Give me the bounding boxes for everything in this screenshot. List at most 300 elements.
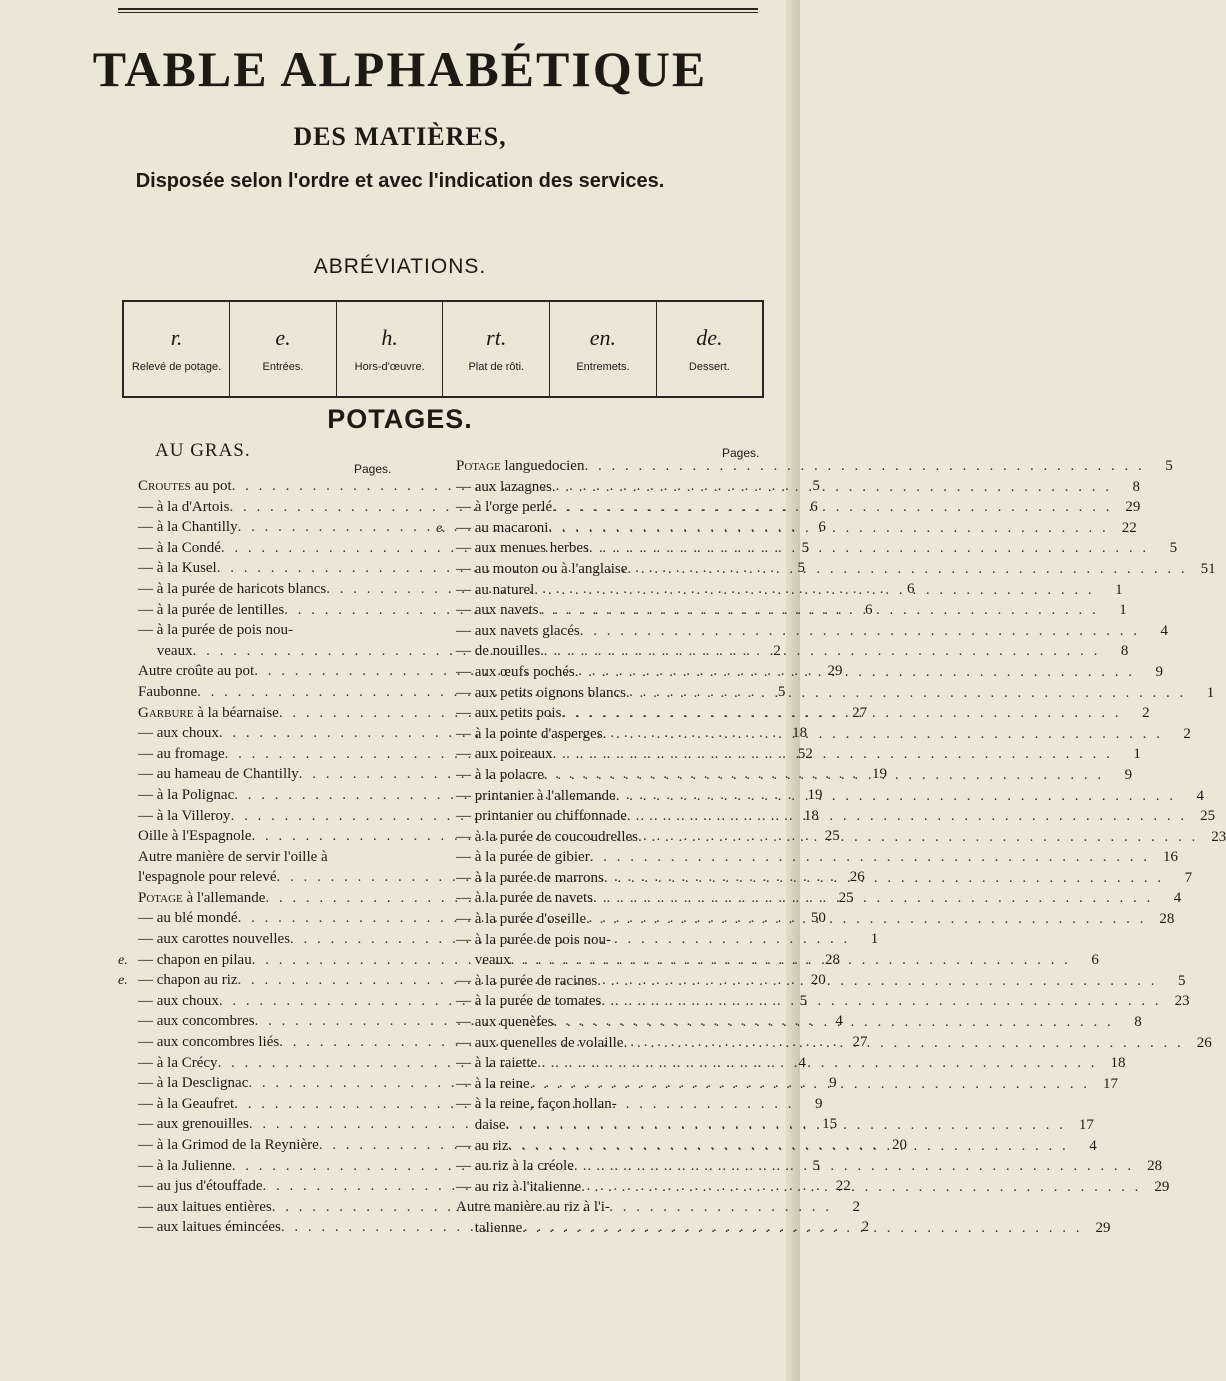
entry-text (456, 643, 540, 660)
entry-service-abbreviation: e. (118, 973, 128, 989)
entry-page-number: 19 (872, 766, 888, 783)
entry-label: — à la polacre (456, 766, 544, 783)
entry-label: — aux poireaux (456, 746, 553, 763)
entry-text (456, 705, 561, 722)
leader-dots (593, 890, 1153, 907)
entry-label: Autre croûte au pot (138, 663, 255, 680)
index-entry (436, 519, 1137, 541)
entry-label: — printanier ou chiffonnade (456, 808, 627, 825)
entry-label: — à la purée de marrons (456, 869, 604, 886)
entry-page-number: 28 (1147, 1158, 1163, 1175)
entry-text (138, 869, 276, 886)
entry-service-abbreviation: e. (118, 952, 128, 968)
entry-page-number: 5 (812, 1157, 820, 1174)
entry-label: — à l'orge perlé (456, 499, 553, 516)
abbreviation-cell (336, 301, 443, 397)
entry-text (138, 1055, 218, 1072)
entry-text (456, 1138, 508, 1155)
leader-dots (586, 911, 1146, 928)
entry-text (456, 829, 638, 846)
entry-label: — à la pointe d'asperges (456, 725, 603, 742)
entry-text (138, 705, 279, 722)
entry-text (456, 1076, 530, 1093)
entry-page-number: 5 (1165, 458, 1173, 474)
entry-label: — aux grenouilles (138, 1116, 249, 1133)
entry-page-number: 5 (777, 683, 786, 700)
entry-label: languedocien (504, 458, 585, 474)
entry-text (456, 1096, 617, 1113)
page-tagline: Disposée selon l'ordre et avec l'indication des services. (135, 170, 665, 192)
entry-label: Autre manière de servir l'oille à (138, 848, 328, 865)
entry-text (138, 519, 238, 536)
entry-label: — à la Crécy (138, 1054, 218, 1071)
entry-page-number: 29 (1154, 1178, 1170, 1195)
entry-label: — aux laitues entières (138, 1198, 272, 1215)
entry-text (456, 808, 627, 825)
entry-page-number: 15 (822, 1116, 838, 1133)
entry-page-number: 2 (861, 1219, 870, 1236)
leader-dots (590, 849, 1150, 866)
leader-dots (584, 458, 1144, 475)
entry-page-number: 9 (1124, 766, 1133, 783)
entry-page-number: 1 (1115, 581, 1123, 598)
entry-text (456, 499, 552, 516)
leader-dots (548, 520, 1108, 537)
entry-page-number: 5 (801, 539, 810, 556)
entry-text (138, 993, 219, 1010)
entry-page-number: 5 (812, 478, 820, 494)
entry-label: veaux (138, 642, 193, 659)
entry-page-number: 7 (1184, 869, 1193, 886)
entry-label: — à la Julienne (138, 1157, 232, 1174)
abbreviation-code: e. (275, 325, 291, 350)
entry-text (456, 849, 590, 866)
pages-column-label-left: Pages. (354, 462, 392, 476)
entry-text (456, 993, 601, 1010)
entry-text (456, 479, 552, 496)
leader-dots (616, 788, 1176, 805)
entry-page-number: 2 (1142, 705, 1150, 722)
entry-page-number: 23 (1174, 993, 1190, 1010)
entry-text (138, 1116, 249, 1133)
entry-page-number: 1 (1206, 684, 1215, 701)
entry-page-number: 20 (892, 1137, 908, 1153)
top-rule (118, 8, 758, 13)
entry-text (456, 1014, 553, 1031)
leader-dots (540, 643, 1100, 660)
entry-text (456, 870, 604, 887)
entry-page-number: 26 (849, 869, 865, 886)
entry-text (456, 540, 589, 557)
entry-text (456, 458, 584, 475)
entry-page-number: 8 (1134, 1014, 1142, 1031)
entry-label: — printanier à l'allemande (456, 787, 616, 804)
entry-page-number: 4 (1160, 622, 1168, 639)
entry-page-number: 6 (1091, 952, 1099, 969)
entry-label: — aux carottes nouvelles (138, 931, 291, 948)
index-entry (436, 540, 1178, 561)
index-entry (436, 499, 1141, 520)
entry-label: Faubonne (138, 683, 198, 700)
page-subtitle: DES MATIÈRES, (293, 122, 507, 151)
entry-label: — aux concombres (138, 1013, 255, 1030)
entry-label: — à la Desclignac (138, 1075, 249, 1092)
section-title: POTAGES. (327, 404, 473, 434)
entry-page-number: 28 (1159, 911, 1175, 928)
entry-page-number: 4 (835, 1013, 843, 1030)
entry-text (456, 1117, 506, 1134)
entry-page-number: 9 (1155, 663, 1163, 680)
entry-text (456, 1055, 537, 1072)
entry-label: — aux petits pois (456, 705, 562, 722)
entry-label: Autre manière au riz à l'i- (456, 1199, 610, 1216)
index-entry (436, 993, 1190, 1014)
leader-dots (552, 499, 1112, 516)
entry-page-number: 6 (864, 601, 873, 618)
leader-dots (511, 952, 1071, 969)
entry-page-number: 6 (810, 498, 818, 515)
entry-page-number: 9 (814, 1095, 823, 1112)
entry-text (138, 766, 299, 783)
entry-page-number: 18 (803, 807, 819, 824)
leader-dots (553, 746, 1113, 763)
entry-text (138, 952, 252, 969)
entry-label: — aux concombres liés (138, 1034, 280, 1051)
entry-label: — à la Polignac (138, 786, 235, 803)
entry-label: — à la d'Artois (138, 498, 230, 515)
entry-text (456, 726, 603, 743)
entry-page-number: 5 (1169, 540, 1178, 557)
entry-page-number: 25 (838, 889, 854, 906)
entry-page-number: 25 (1200, 808, 1216, 825)
pages-column-label-right: Pages. (722, 446, 760, 460)
entry-page-number: 6 (818, 519, 826, 536)
entry-label: — aux navets (456, 602, 539, 619)
entry-headword: Potage (138, 889, 183, 906)
leader-dots (638, 829, 1198, 846)
entry-label: à l'allemande (186, 889, 266, 906)
entry-text (456, 911, 586, 928)
index-entry (436, 622, 1168, 644)
entry-label: — à la Kusel (138, 560, 217, 577)
entry-label: — aux choux (138, 992, 219, 1009)
leader-dots (537, 1055, 1097, 1072)
entry-label: — chapon en pilau (138, 951, 252, 968)
index-entry (118, 849, 390, 870)
entry-label: Oille à l'Espagnole (138, 828, 252, 845)
entry-page-number: 4 (1173, 890, 1182, 907)
entry-text (138, 663, 254, 680)
entry-label: — à la raiette (456, 1055, 538, 1072)
entry-page-number: 2 (852, 1198, 860, 1215)
entry-text (138, 622, 293, 639)
entry-label: — aux lazagnes (456, 478, 552, 495)
abbreviations-table (122, 300, 764, 398)
entry-page-number: 17 (1102, 1075, 1118, 1092)
entry-text (138, 1178, 262, 1195)
entry-text (456, 788, 616, 805)
entry-text (138, 931, 290, 948)
entry-label: — chapon au riz (138, 972, 238, 989)
abbreviation-cell (443, 301, 550, 397)
entry-text (456, 1179, 581, 1196)
leader-dots (627, 808, 1187, 825)
abbreviation-name: Entrées. (262, 361, 304, 373)
entry-label: — au fromage (138, 745, 225, 762)
leader-dots (603, 726, 1163, 743)
entry-label: — au blé mondé (138, 910, 238, 927)
entry-text (138, 1075, 248, 1092)
abbreviation-cell (123, 301, 230, 397)
index-entry (436, 932, 762, 953)
entry-page-number: 51 (1200, 560, 1216, 577)
index-entry (436, 1199, 762, 1220)
entry-label: — à la purée de coucoudrelles (456, 828, 638, 845)
entry-page-number: 25 (824, 828, 840, 845)
abbreviation-cell (550, 301, 657, 397)
entry-page-number: 5 (1177, 972, 1186, 989)
entry-text (138, 1096, 234, 1113)
entry-text (138, 746, 225, 763)
entry-text (456, 1199, 610, 1216)
entry-page-number: 17 (1078, 1117, 1094, 1133)
leader-dots (544, 767, 1104, 784)
entry-label: — au mouton ou à l'anglaise (456, 560, 628, 577)
abbreviation-cell (656, 301, 763, 397)
abbreviation-name: Entremets. (576, 361, 630, 373)
entry-label: — à la purée d'oseille (456, 911, 587, 928)
entry-label: — à la purée de haricots blancs (138, 580, 327, 597)
leader-dots (581, 1179, 1141, 1196)
entry-text (456, 623, 580, 640)
index-entry (436, 849, 1178, 870)
entry-label: — à la purée de lentilles (138, 601, 285, 618)
abbreviation-code: en. (589, 325, 617, 350)
abbreviation-cell (230, 301, 337, 397)
abbreviation-name: Relevé de potage. (131, 361, 222, 373)
leader-dots (589, 540, 1149, 557)
entry-page-number: 19 (807, 786, 823, 803)
entry-text (138, 1158, 232, 1175)
abbreviation-code: h. (381, 325, 398, 350)
entry-page-number: 5 (799, 992, 808, 1009)
entry-page-number: 8 (1120, 643, 1129, 660)
entry-text (138, 972, 238, 989)
entry-page-number: 9 (829, 1075, 837, 1092)
entry-label: — à la purée de gibier (456, 849, 590, 866)
index-entry (436, 1014, 1142, 1035)
entry-page-number: 28 (824, 951, 840, 968)
entry-label: — au riz (456, 1137, 509, 1154)
entry-text (138, 1013, 255, 1030)
entry-label: daise (456, 1117, 506, 1133)
entry-text (456, 932, 611, 949)
entry-label: — au macaroni (456, 519, 549, 536)
entry-page-number: 27 (852, 704, 868, 721)
abbreviations-heading: ABRÉVIATIONS. (313, 255, 487, 278)
leader-dots (604, 870, 1164, 887)
entry-text (456, 602, 538, 619)
abbreviation-code: de. (696, 325, 723, 350)
entry-text (138, 725, 219, 742)
entry-label: — au hameau de Chantilly (138, 766, 299, 783)
entry-text (456, 1035, 623, 1052)
entry-label: l'espagnole pour relevé (138, 869, 277, 886)
entry-text (456, 890, 593, 907)
entry-text (456, 973, 597, 990)
leader-dots (561, 705, 1121, 722)
entry-page-number: 2 (773, 642, 781, 659)
entry-service-abbreviation: e. (436, 520, 446, 536)
entry-page-number: 18 (792, 725, 808, 742)
entry-text (456, 520, 548, 537)
entry-page-number: 20 (810, 972, 826, 989)
leader-dots (553, 1014, 1113, 1031)
abbreviations-row (123, 301, 763, 397)
entry-text (456, 685, 626, 702)
entry-headword: Garbure (138, 704, 194, 721)
abbreviation-name: Hors-d'œuvre. (354, 361, 425, 373)
entry-page-number: 50 (810, 910, 826, 927)
entry-page-number: 4 (1196, 787, 1204, 804)
entry-page-number: 6 (907, 580, 915, 597)
abbreviation-code: rt. (486, 325, 507, 350)
index-entry (436, 684, 1215, 706)
entry-text (138, 849, 328, 866)
entry-label: — aux quenelles de volaille (456, 1034, 624, 1051)
entry-label: — à la Chantilly (138, 519, 238, 536)
entry-label: — au riz à l'italienne (456, 1178, 582, 1195)
entry-label: — à la purée de racines (456, 972, 598, 989)
entry-label: — de nouilles (456, 643, 541, 660)
entry-text (138, 808, 231, 825)
entry-page-number: 1 (1133, 746, 1141, 763)
entry-text (138, 478, 232, 495)
entry-text (138, 890, 265, 907)
entry-headword: Croutes (138, 478, 191, 494)
entry-label: — au riz à la créole (456, 1158, 574, 1175)
index-entry (436, 1075, 1118, 1097)
leader-dots (508, 1138, 1068, 1155)
entry-text (138, 602, 284, 619)
entry-text (138, 1199, 272, 1216)
entry-text (456, 767, 544, 784)
entry-text (456, 952, 511, 969)
entry-text (456, 1158, 574, 1175)
entry-page-number: 5 (797, 560, 805, 577)
index-entry (436, 1158, 1163, 1179)
entry-page-number: 27 (852, 1034, 868, 1051)
leader-dots (530, 1076, 1090, 1093)
entry-page-number: 1 (1119, 602, 1127, 619)
entry-label: — à la Condé (138, 539, 221, 556)
entry-text (138, 643, 193, 660)
entry-page-number: 23 (1211, 828, 1226, 845)
entry-label: — aux quenèfes (456, 1014, 554, 1031)
entry-page-number: 29 (827, 663, 843, 680)
entry-page-number: 8 (1132, 478, 1141, 495)
entry-page-number: 26 (1196, 1034, 1212, 1051)
index-entry (118, 622, 390, 643)
entry-label: — à la Villeroy (138, 807, 231, 824)
entry-page-number: 18 (1110, 1055, 1126, 1072)
index-entry (436, 643, 1129, 664)
entry-label: — au naturel (456, 581, 535, 598)
leader-dots (574, 1158, 1134, 1175)
entry-label: — à la purée de pois nou- (138, 622, 293, 639)
entry-label: à la béarnaise (197, 704, 279, 721)
entry-label: — à la purée de tomates (456, 993, 602, 1010)
entry-label: au pot (194, 478, 232, 494)
entry-label: talienne (456, 1219, 523, 1236)
entry-label: — à la Geaufret (138, 1095, 235, 1112)
entry-page-number: 29 (1125, 499, 1141, 516)
entry-label: — à la purée de pois nou- (456, 931, 611, 948)
entry-text (456, 664, 575, 681)
entry-label: veaux (456, 952, 511, 969)
leader-dots (534, 582, 1094, 599)
page-title: TABLE ALPHABÉTIQUE (92, 41, 708, 97)
entry-headword: Potage (456, 458, 501, 474)
index-entry (436, 1219, 1111, 1241)
entry-text (456, 561, 627, 578)
entry-text (138, 787, 234, 804)
entry-text (138, 1137, 319, 1154)
entry-text (138, 684, 197, 701)
abbreviation-name: Plat de rôti. (468, 361, 525, 373)
entry-label: — aux œufs pochés (456, 663, 575, 680)
leader-dots (506, 1117, 1066, 1134)
abbreviation-code: r. (170, 325, 183, 350)
entry-page-number: 52 (797, 745, 813, 762)
entry-page-number: 16 (1162, 849, 1178, 866)
entry-text (138, 910, 238, 927)
entry-text (456, 1220, 522, 1237)
entry-label: — aux petits oignons blancs (456, 684, 626, 701)
leader-dots (623, 1035, 1183, 1052)
entry-text (138, 1219, 281, 1236)
entry-label: — à la Grimod de la Reynière (138, 1137, 319, 1153)
abbreviation-name: Dessert. (688, 361, 730, 373)
entry-label: — à la reine, façon hollan- (456, 1096, 617, 1113)
leader-dots (597, 973, 1157, 990)
entry-page-number: 4 (1089, 1137, 1097, 1154)
entry-text (138, 828, 252, 845)
leader-dots (552, 479, 1112, 496)
entry-page-number: 29 (1095, 1219, 1111, 1236)
leader-dots (627, 561, 1187, 578)
index-entry (436, 560, 1216, 582)
entry-text (138, 499, 229, 516)
entry-label: — à la reine (456, 1075, 530, 1092)
leader-dots (580, 623, 1140, 640)
entry-text (138, 1034, 279, 1051)
entry-page-number: 4 (798, 1054, 806, 1071)
leader-dots (626, 685, 1186, 702)
entry-text (456, 582, 534, 599)
entry-label: — aux choux (138, 725, 219, 742)
entry-label: — aux laitues émincées (138, 1219, 281, 1236)
index-entry (436, 602, 1127, 623)
index-entry (436, 458, 1173, 479)
index-entry (436, 478, 1141, 500)
leader-dots (575, 664, 1135, 681)
entry-page-number: 22 (1121, 519, 1137, 536)
entry-text (456, 746, 553, 763)
index-entry (436, 1055, 1126, 1076)
section-subheading: AU GRAS. (155, 440, 251, 461)
leader-dots (601, 993, 1161, 1010)
